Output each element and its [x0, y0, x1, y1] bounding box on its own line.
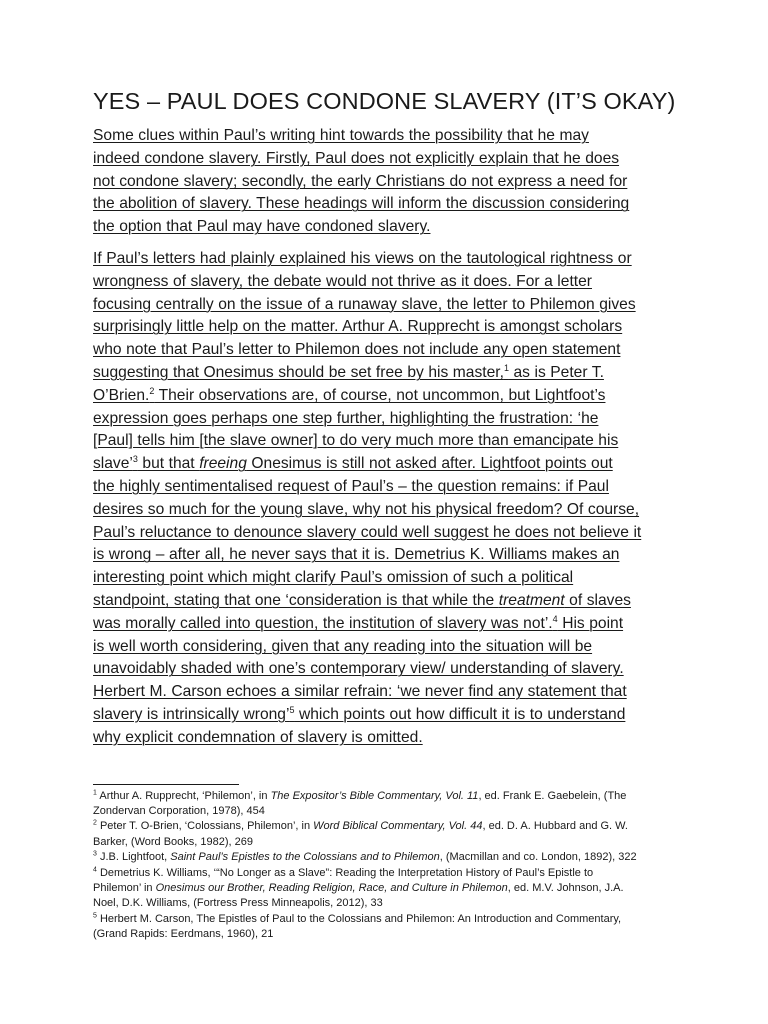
- paragraph-line: desires so much for the young slave, why not his physical freedom? Of course,: [93, 500, 640, 518]
- text-run: O’Brien.: [93, 386, 150, 404]
- paragraph-line: [93, 590, 680, 613]
- text-run: suggesting that Onesimus should be set free by his master,: [93, 363, 504, 381]
- paragraph-line: the abolition of slavery. These headings will inform the discussion considering: [93, 195, 630, 213]
- paragraph-line: unavoidably shaded with one’s contemporary view/ understanding of slavery.: [93, 660, 624, 678]
- text-run: which points out how difficult it is to understand: [294, 705, 626, 723]
- text-run: , ed. D. A. Hubbard and G. W.: [482, 820, 628, 833]
- paragraph-line: not condone slavery; secondly, the early Christians do not express a need for: [93, 172, 628, 190]
- text-run: Peter T. O-Brien, ‘Colossians, Philemon’, in: [96, 820, 314, 833]
- text-run: of slaves: [564, 591, 631, 609]
- paragraph-line: is wrong – after all, he never says that it is. Demetrius K. Williams makes an: [93, 546, 620, 564]
- text-run: Arthur A. Rupprecht, ‘Philemon’, in: [96, 789, 271, 802]
- paragraph-line: [Paul] tells him [the slave owner] to do very much more than emancipate his: [93, 432, 619, 450]
- footnote-ref-4[interactable]: 4: [552, 613, 558, 624]
- text-run: slavery is intrinsically wrong’: [93, 705, 290, 723]
- paragraph-line: [93, 704, 680, 727]
- book-title: Saint Paul’s Epistles to the Colossians and to Philemon: [170, 851, 440, 864]
- text-run: Onesimus is still not asked after. Lightfoot points out: [246, 455, 613, 473]
- text-run: J.B. Lightfoot,: [96, 851, 171, 864]
- paragraph-line: Herbert M. Carson echoes a similar refrain: ‘we never find any statement that: [93, 683, 627, 701]
- footnote-line: [93, 866, 680, 881]
- paragraph-2: [93, 248, 680, 750]
- footnote-3: [93, 850, 680, 865]
- paragraph-line: the highly sentimentalised request of Paul’s – the question remains: if Paul: [93, 477, 609, 495]
- paragraph-line: Paul’s reluctance to denounce slavery could well suggest he does not believe it: [93, 523, 642, 541]
- paragraph-line: who note that Paul’s letter to Philemon does not include any open statement: [93, 341, 621, 359]
- paragraph-line: why explicit condemnation of slavery is omitted.: [93, 728, 423, 746]
- text-run: but that: [137, 455, 200, 473]
- footnote-line: [93, 881, 680, 896]
- footnote-number: 4: [93, 865, 97, 873]
- book-title: The Expositor’s Bible Commentary, Vol. 11: [270, 789, 479, 802]
- footnote-line: Barker, (Word Books, 1982), 269: [93, 835, 253, 848]
- paragraph-line: [93, 453, 680, 476]
- footnote-number: 1: [93, 788, 97, 796]
- paragraph-line: Some clues within Paul’s writing hint towards the possibility that he may: [93, 127, 589, 144]
- paragraph-line: surprisingly little help on the matter. Arthur A. Rupprecht is amongst scholars: [93, 318, 623, 336]
- footnote-number: 3: [93, 850, 97, 858]
- emphasis-text: freeing: [199, 455, 247, 473]
- text-run: Philemon’ in: [93, 881, 156, 894]
- paragraph-line: If Paul’s letters had plainly explained his views on the tautological rightness or: [93, 249, 632, 267]
- text-run: , ed. M.V. Johnson, J.A.: [507, 881, 624, 894]
- paragraph-line: indeed condone slavery. Firstly, Paul does not explicitly explain that he does: [93, 149, 620, 167]
- footnote-divider: [93, 784, 239, 785]
- paragraph-line: wrongness of slavery, the debate would not thrive as it does. For a letter: [93, 272, 592, 290]
- text-run: Demetrius K. Williams, ‘“No Longer as a Slave”: Reading the Interpretation History of Paul’s Epistle to: [96, 866, 594, 879]
- paragraph-line: [93, 385, 680, 408]
- footnote-ref-1[interactable]: 1: [503, 362, 509, 373]
- paragraph-1: [93, 125, 680, 239]
- footnote-5: [93, 912, 680, 943]
- footnote-4: [93, 866, 680, 912]
- footnote-line: [93, 789, 680, 804]
- footnote-line: [93, 819, 680, 834]
- text-run: , (Macmillan and co. London, 1892), 322: [439, 851, 637, 864]
- emphasis-text: treatment: [498, 591, 565, 609]
- paragraph-line: [93, 613, 680, 636]
- footnote-ref-2[interactable]: 2: [149, 385, 155, 396]
- text-run: slave’: [93, 455, 133, 473]
- text-run: Their observations are, of course, not uncommon, but Lightfoot’s: [154, 386, 606, 404]
- footnote-2: [93, 819, 680, 850]
- paragraph-line: the option that Paul may have condoned slavery.: [93, 218, 431, 236]
- paragraph-line: is well worth considering, given that any reading into the situation will be: [93, 637, 593, 655]
- text-run: standpoint, stating that one ‘consideration is that while the: [93, 591, 499, 609]
- text-run: His point: [557, 614, 624, 632]
- footnote-line: [93, 850, 680, 865]
- footnotes: [93, 789, 680, 943]
- text-run: as is Peter T.: [508, 363, 604, 381]
- footnote-ref-5[interactable]: 5: [289, 704, 295, 715]
- paragraph-line: focusing centrally on the issue of a runaway slave, the letter to Philemon gives: [93, 295, 636, 313]
- footnote-1: [93, 789, 680, 820]
- footnote-line: (Grand Rapids: Eerdmans, 1960), 21: [93, 928, 274, 941]
- book-title: Onesimus our Brother, Reading Religion, Race, and Culture in Philemon: [155, 881, 508, 894]
- footnote-ref-3[interactable]: 3: [132, 453, 138, 464]
- paragraph-line: [93, 362, 680, 385]
- footnote-line: Noel, D.K. Williams, (Fortress Press Minneapolis, 2012), 33: [93, 897, 383, 910]
- text-run: , ed. Frank E. Gaebelein, (The: [478, 789, 627, 802]
- page-title: YES – PAUL DOES CONDONE SLAVERY (IT’S OKAY): [93, 88, 676, 114]
- footnote-line: Zondervan Corporation, 1978), 454: [93, 804, 265, 817]
- text-run: Herbert M. Carson, The Epistles of Paul to the Colossians and Philemon: An Introduction and Commentary,: [96, 912, 622, 925]
- footnote-line: [93, 912, 680, 927]
- footnote-number: 2: [93, 819, 97, 827]
- text-run: was morally called into question, the institution of slavery was not’.: [93, 614, 553, 632]
- paragraph-line: expression goes perhaps one step further, highlighting the frustration: ‘he: [93, 409, 599, 427]
- footnote-number: 5: [93, 912, 97, 920]
- book-title: Word Biblical Commentary, Vol. 44: [313, 820, 483, 833]
- paragraph-line: interesting point which might clarify Paul’s omission of such a political: [93, 569, 574, 587]
